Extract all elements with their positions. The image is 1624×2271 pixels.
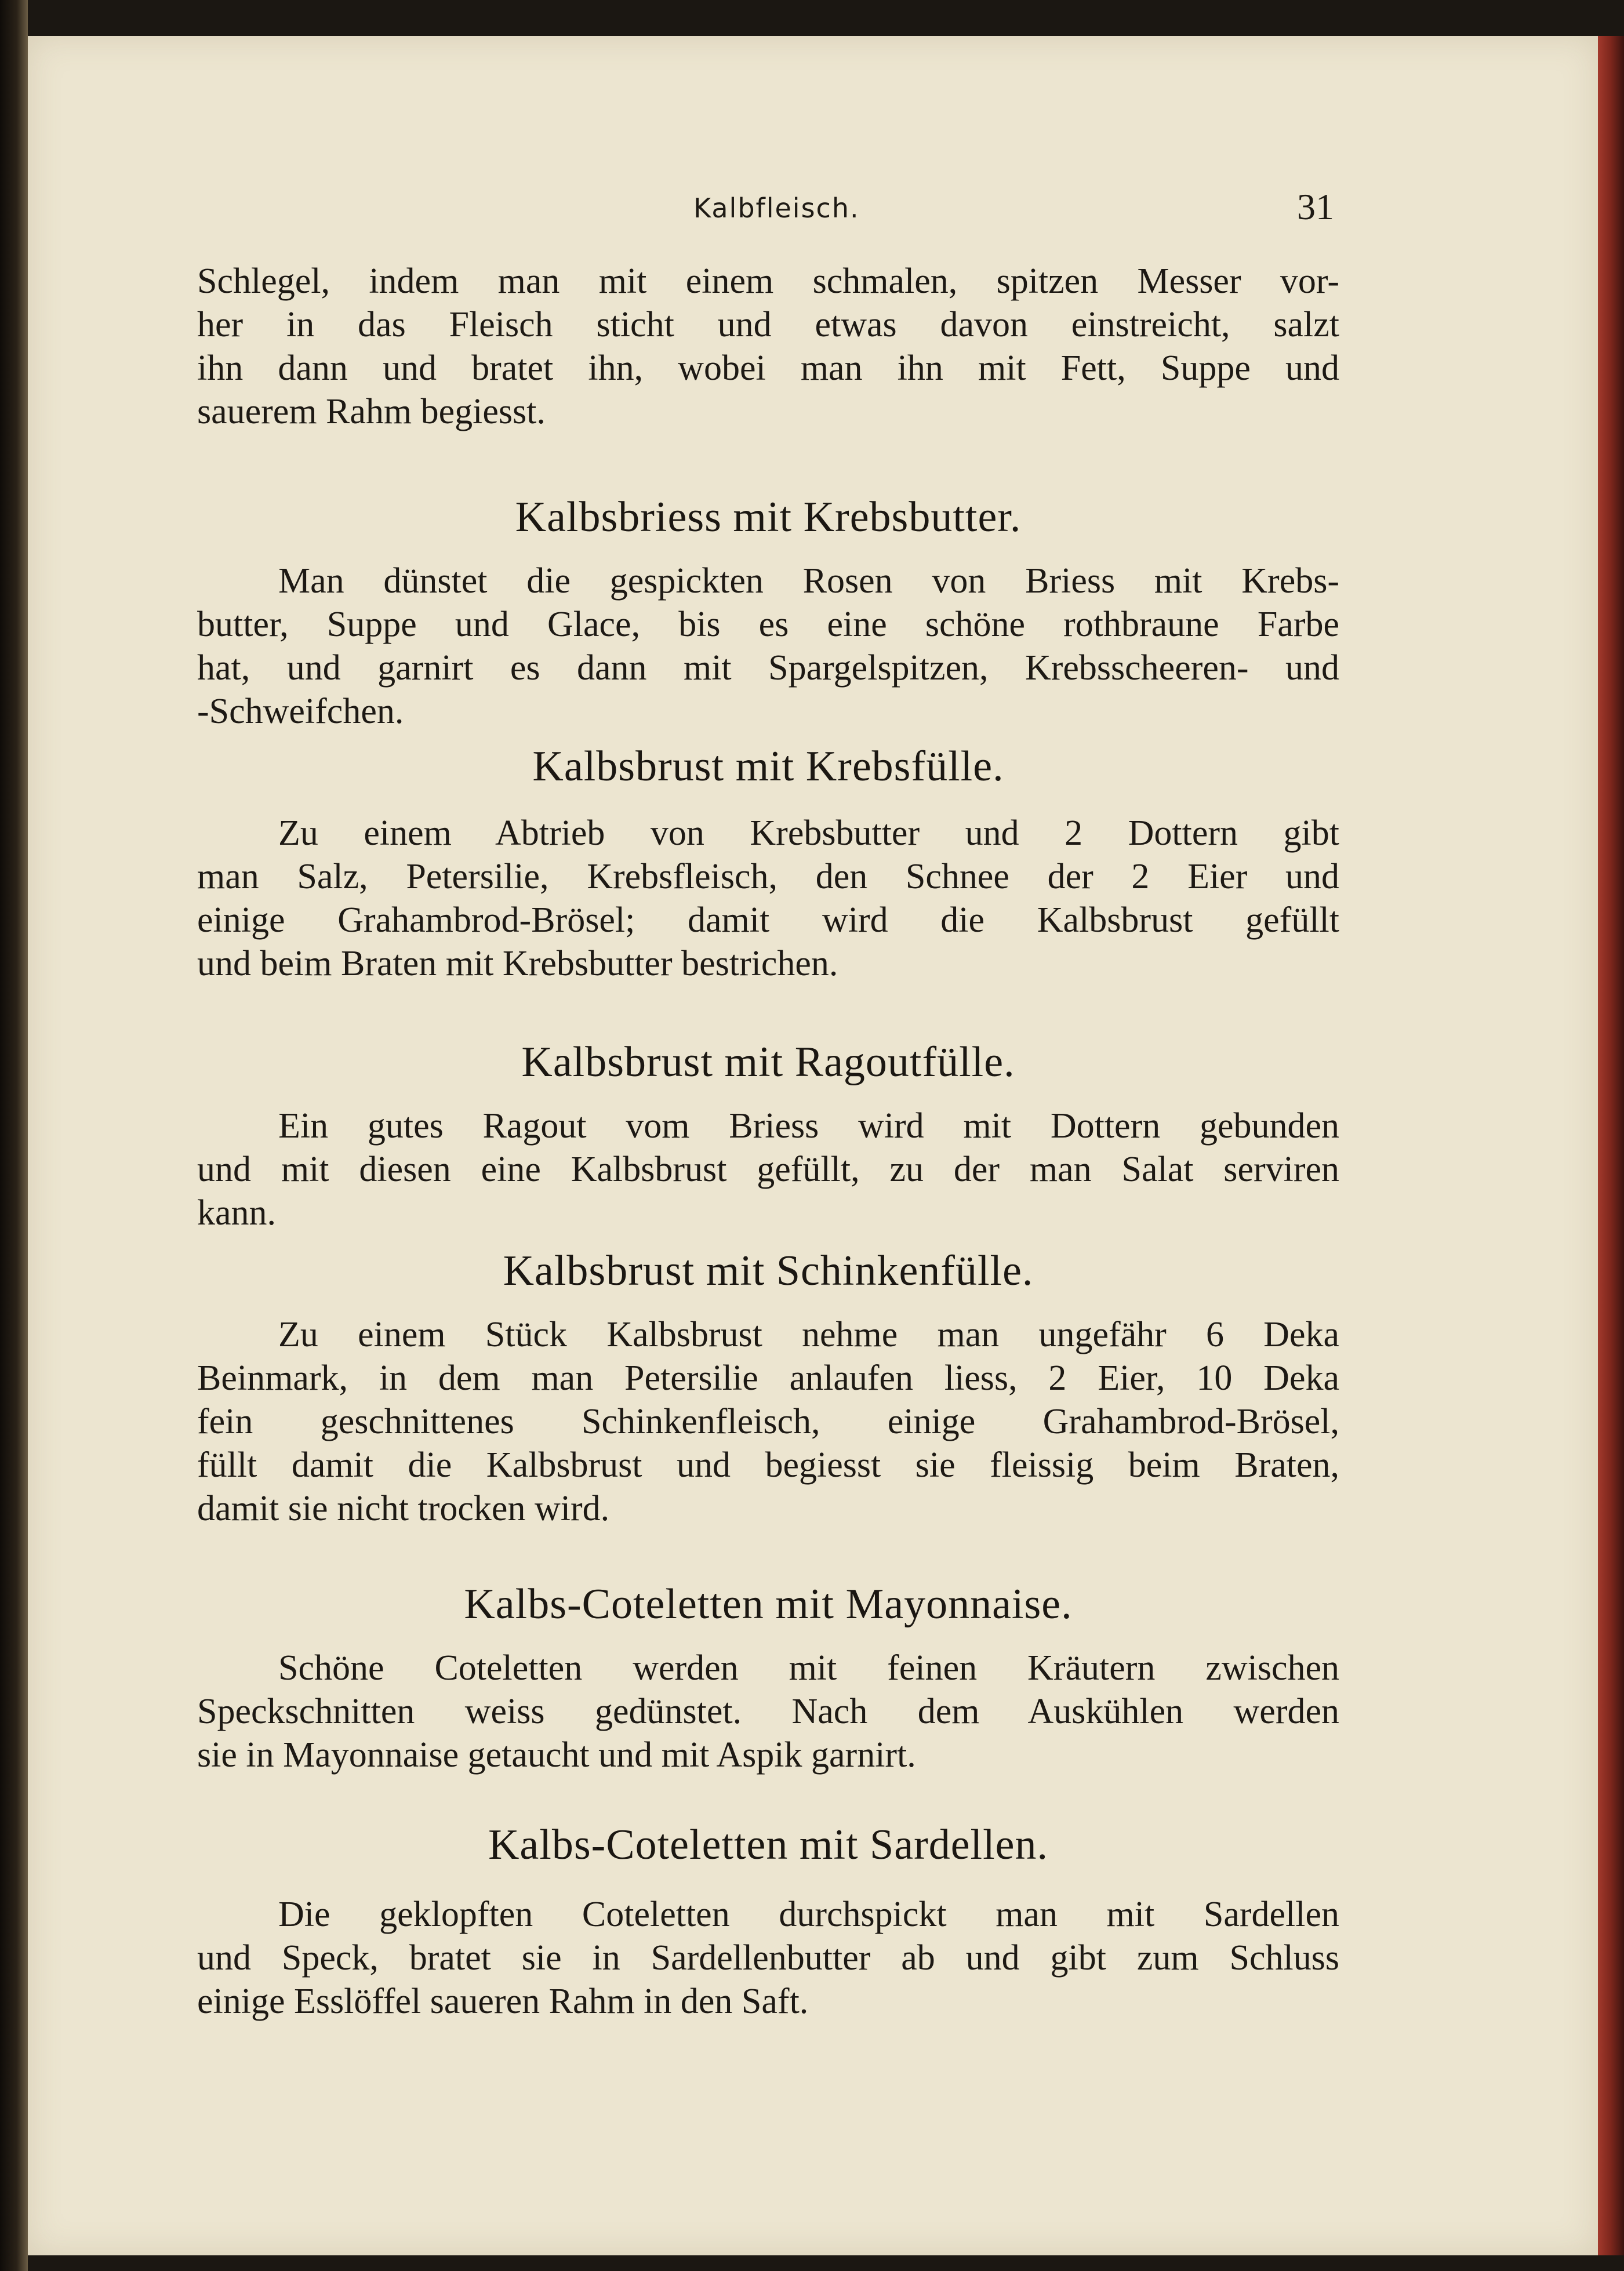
text-line: und mit diesen eine Kalbsbrust gefüllt, zu der man Salat serviren	[197, 1150, 1339, 1189]
section-title: Kalbsbrust mit Ragoutfülle.	[521, 1038, 1015, 1086]
section-paragraph	[197, 812, 1339, 986]
text-line: sie in Mayonnaise getaucht und mit Aspik garnirt.	[197, 1735, 916, 1775]
text-line: Zu einem Stück Kalbsbrust nehme man ungefähr 6 Deka	[278, 1315, 1339, 1354]
text-line: Schöne Coteletten werden mit feinen Kräutern zwischen	[278, 1648, 1339, 1688]
intro-paragraph	[197, 260, 1339, 434]
book-gutter	[0, 0, 28, 2271]
section-paragraph	[197, 1104, 1339, 1235]
text-line: Beinmark, in dem man Petersilie anlaufen liess, 2 Eier, 10 Deka	[197, 1358, 1339, 1398]
text-line: Man dünstet die gespickten Rosen von Briess mit Krebs-	[278, 561, 1339, 601]
text-line: sauerem Rahm begiesst.	[197, 392, 546, 431]
section-paragraph	[197, 1893, 1339, 2023]
running-head: Kalbfleisch.	[693, 192, 860, 224]
text-line: und beim Braten mit Krebsbutter bestrichen.	[197, 944, 838, 983]
section-title: Kalbsbrust mit Schinkenfülle.	[503, 1247, 1034, 1295]
text-line: Speckschnitten weiss gedünstet. Nach dem Auskühlen werden	[197, 1692, 1339, 1731]
text-line: ihn dann und bratet ihn, wobei man ihn mit Fett, Suppe und	[197, 348, 1339, 388]
text-line: man Salz, Petersilie, Krebsfleisch, den Schnee der 2 Eier und	[197, 857, 1339, 896]
text-line: füllt damit die Kalbsbrust und begiesst sie fleissig beim Braten,	[197, 1445, 1339, 1485]
section-paragraph	[197, 1647, 1339, 1777]
text-line: hat, und garnirt es dann mit Spargelspitzen, Krebsscheeren- und	[197, 648, 1339, 688]
text-line: einige Esslöffel saueren Rahm in den Saft.	[197, 1982, 809, 2021]
text-line: Zu einem Abtrieb von Krebsbutter und 2 Dottern gibt	[278, 813, 1339, 853]
text-line: her in das Fleisch sticht und etwas davon einstreicht, salzt	[197, 305, 1339, 344]
page-number: 31	[1297, 186, 1334, 227]
section-title: Kalbsbriess mit Krebsbutter.	[515, 493, 1022, 541]
section-title: Kalbs-Coteletten mit Sardellen.	[488, 1821, 1049, 1869]
text-line: Schlegel, indem man mit einem schmalen, spitzen Messer vor-	[197, 261, 1339, 301]
text-line: butter, Suppe und Glace, bis es eine schöne rothbraune Farbe	[197, 605, 1339, 644]
text-line: einige Grahambrod-Brösel; damit wird die Kalbsbrust gefüllt	[197, 900, 1339, 940]
text-line: fein geschnittenes Schinkenfleisch, einige Grahambrod-Brösel,	[197, 1402, 1339, 1441]
text-line: und Speck, bratet sie in Sardellenbutter ab und gibt zum Schluss	[197, 1938, 1339, 1978]
red-page-edge	[1598, 36, 1624, 2255]
text-line: damit sie nicht trocken wird.	[197, 1489, 610, 1528]
section-title: Kalbs-Coteletten mit Mayonnaise.	[464, 1580, 1073, 1628]
text-line: -Schweifchen.	[197, 692, 404, 731]
section-paragraph	[197, 559, 1339, 733]
section-title: Kalbsbrust mit Krebsfülle.	[532, 743, 1004, 790]
text-line: Ein gutes Ragout vom Briess wird mit Dottern gebunden	[278, 1106, 1339, 1146]
text-line: kann.	[197, 1193, 277, 1233]
text-line: Die geklopften Coteletten durchspickt man mit Sardellen	[278, 1895, 1339, 1934]
section-paragraph	[197, 1313, 1339, 1531]
